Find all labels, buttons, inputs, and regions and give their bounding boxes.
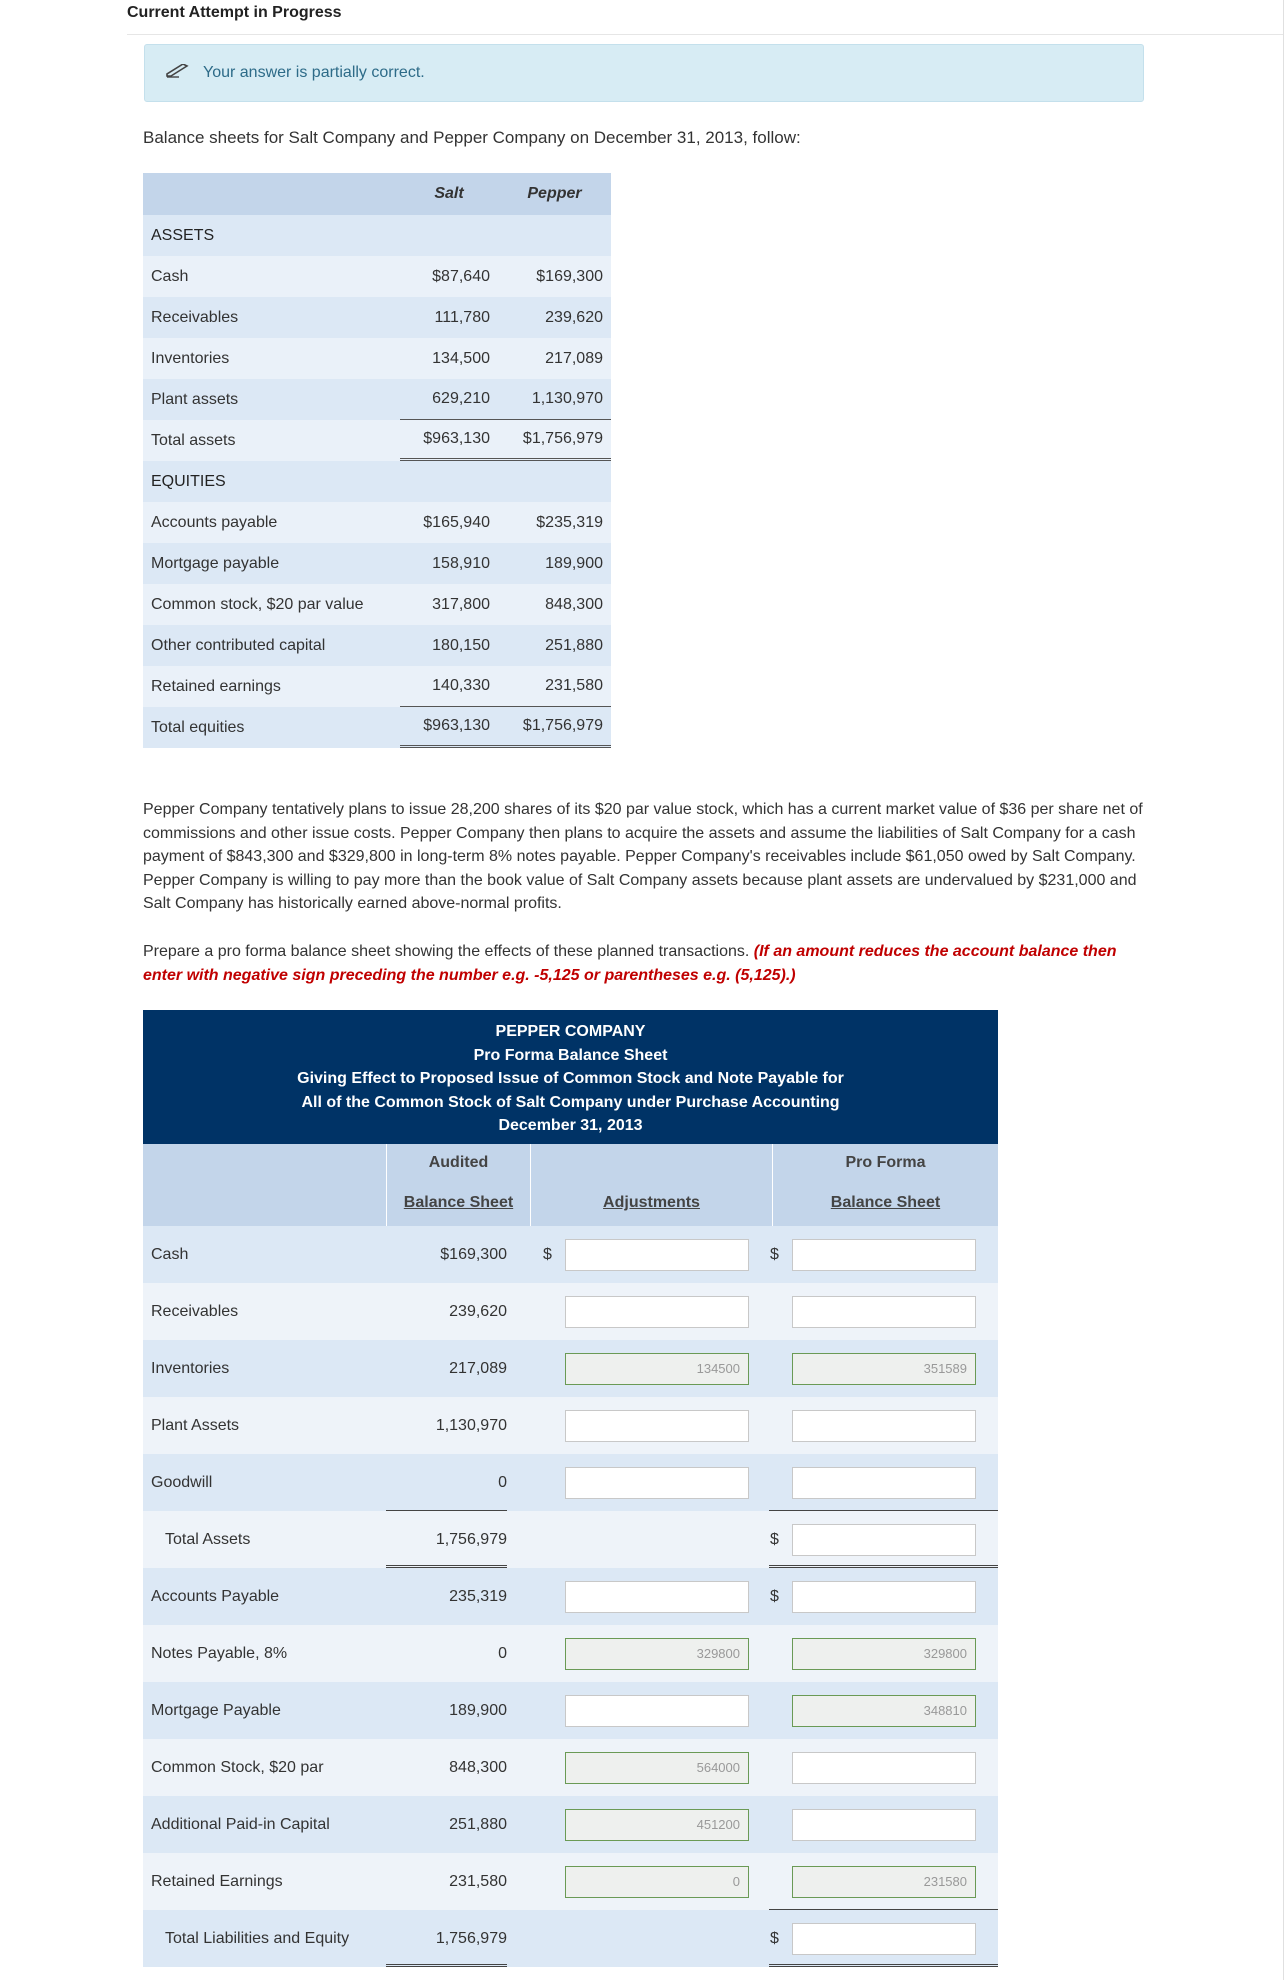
row-label: Inventories (151, 349, 230, 367)
pro-forma-row (143, 1568, 998, 1625)
pepper-value: 189,900 (545, 554, 603, 572)
instruction-note: (If an amount reduces the account balance then enter with negative sign preceding the number e.g. -5,125 or parentheses e.g. (5,125).) (143, 943, 1117, 984)
pro-forma-row (143, 1397, 998, 1454)
section-row (143, 215, 611, 256)
pepper-value: $169,300 (536, 267, 603, 285)
pro-forma-row (143, 1283, 998, 1340)
adjustment-input[interactable] (565, 1638, 749, 1670)
adjustment-input[interactable] (565, 1296, 749, 1328)
audited-value: 0 (498, 1644, 507, 1662)
column-header-row (143, 1144, 998, 1226)
adjustment-input[interactable] (565, 1353, 749, 1385)
row-label: Receivables (151, 308, 239, 326)
page (127, 0, 1284, 1980)
audited-value: 1,130,970 (435, 1416, 507, 1434)
pro-forma-row (143, 1511, 998, 1568)
salt-value: 134,500 (432, 349, 490, 367)
double-underline (769, 1964, 998, 1967)
table-row (143, 625, 611, 666)
row-label: Total equities (151, 718, 245, 736)
pro-forma-row (143, 1682, 998, 1739)
pro-forma-row (143, 1910, 998, 1967)
pro-forma-input[interactable] (792, 1923, 976, 1955)
audited-value: 251,880 (449, 1815, 507, 1833)
pro-forma-input[interactable] (792, 1239, 976, 1271)
pro-forma-input[interactable] (792, 1866, 976, 1898)
salt-value: 180,150 (432, 636, 490, 654)
pro-forma-input[interactable] (792, 1809, 976, 1841)
pro-forma-input[interactable] (792, 1638, 976, 1670)
salt-value: $165,940 (423, 513, 490, 531)
col-pro-forma-top: Pro Forma (845, 1154, 926, 1171)
adjustment-input[interactable] (565, 1866, 749, 1898)
feedback-message: Your answer is partially correct. (203, 64, 425, 81)
table-row (143, 666, 611, 707)
pro-forma-rows (143, 1226, 998, 1967)
row-label: Notes Payable, 8% (151, 1644, 288, 1662)
row-label: Goodwill (151, 1473, 213, 1491)
statement-subtitle-1: Giving Effect to Proposed Issue of Common Stock and Note Payable for (297, 1070, 844, 1087)
pro-forma-input[interactable] (792, 1581, 976, 1613)
row-label: Inventories (151, 1359, 230, 1377)
audited-value: 848,300 (449, 1758, 507, 1776)
table-row (143, 338, 611, 379)
salt-value: $963,130 (400, 707, 498, 748)
balance-sheet-table (143, 173, 611, 748)
row-label: Total Assets (165, 1530, 251, 1548)
pro-forma-row (143, 1625, 998, 1682)
problem-paragraph: Pepper Company tentatively plans to issue 28,200 shares of its $20 par value stock, which has a current market value of $36 per share net of commissions and other issue costs. Pepper Company then plans to acquire the assets and assume the liabilities of Salt Company for a cash payment of $843,300 and $329,800 in long-term 8% notes payable. Pepper Company's receivables include $61,050 owed by Salt Company. Pepper Company is willing to pay more than the book value of Salt Company assets because plant assets are undervalued by $231,000 and Salt Company has historically earned above-normal profits. (143, 801, 1143, 912)
audited-value: 239,620 (449, 1302, 507, 1320)
row-label: Additional Paid-in Capital (151, 1815, 330, 1833)
row-label: Common Stock, $20 par (151, 1758, 324, 1776)
pepper-value: 231,580 (498, 666, 611, 707)
pepper-value: 239,620 (545, 308, 603, 326)
pro-forma-row (143, 1454, 998, 1511)
table-header-row (143, 173, 611, 215)
pro-forma-row (143, 1796, 998, 1853)
row-label: Other contributed capital (151, 636, 326, 654)
pro-forma-input[interactable] (792, 1353, 976, 1385)
pro-forma-input[interactable] (792, 1524, 976, 1556)
adjustment-input[interactable] (565, 1239, 749, 1271)
table-row (143, 584, 611, 625)
dollar-sign: $ (543, 1245, 552, 1263)
row-label: Mortgage Payable (151, 1701, 281, 1719)
table-row (143, 297, 611, 338)
pro-forma-input[interactable] (792, 1752, 976, 1784)
salt-value: 140,330 (400, 666, 498, 707)
col-adjustments: Adjustments (603, 1194, 700, 1211)
feedback-banner (144, 44, 1144, 102)
pepper-value: $235,319 (536, 513, 603, 531)
pro-forma-input[interactable] (792, 1695, 976, 1727)
dollar-sign: $ (770, 1587, 779, 1605)
pro-forma-input[interactable] (792, 1296, 976, 1328)
salt-value: 317,800 (432, 595, 490, 613)
row-label: Mortgage payable (151, 554, 280, 572)
row-label: Total Liabilities and Equity (165, 1929, 350, 1947)
adjustment-input[interactable] (565, 1809, 749, 1841)
pro-forma-table (143, 1010, 998, 1967)
audited-value: 217,089 (449, 1359, 507, 1377)
pro-forma-header (143, 1010, 998, 1144)
statement-subtitle-2: All of the Common Stock of Salt Company under Purchase Accounting (301, 1093, 840, 1111)
col-audited-top: Audited (428, 1154, 489, 1171)
audited-value: 1,756,979 (435, 1929, 507, 1947)
pro-forma-input[interactable] (792, 1467, 976, 1499)
row-label: Accounts payable (151, 513, 278, 531)
audited-value: 235,319 (449, 1587, 507, 1605)
dollar-sign: $ (770, 1245, 779, 1263)
statement-title: Pro Forma Balance Sheet (473, 1046, 668, 1064)
attempt-title: Current Attempt in Progress (127, 0, 1283, 35)
salt-value: $87,640 (432, 267, 490, 285)
pro-forma-input[interactable] (792, 1410, 976, 1442)
section-row (143, 461, 611, 502)
salt-value: 158,910 (432, 554, 490, 572)
table-row (143, 543, 611, 584)
pencil-icon (165, 64, 191, 83)
adjustment-input[interactable] (565, 1467, 749, 1499)
audited-value: 189,900 (449, 1701, 507, 1719)
instruction (143, 940, 1153, 987)
dollar-sign: $ (770, 1530, 779, 1548)
pepper-value: $1,756,979 (498, 420, 611, 461)
company-name: PEPPER COMPANY (495, 1023, 646, 1040)
row-label: Retained Earnings (151, 1872, 283, 1890)
table-row (143, 256, 611, 297)
row-label: Plant assets (151, 390, 239, 408)
assets-header: ASSETS (151, 226, 215, 244)
intro-text: Balance sheets for Salt Company and Pepper Company on December 31, 2013, follow: (143, 128, 801, 147)
table-row (143, 502, 611, 543)
pepper-value: 251,880 (545, 636, 603, 654)
adjustment-input[interactable] (565, 1752, 749, 1784)
salt-value: 111,780 (434, 308, 490, 326)
audited-value: 231,580 (449, 1872, 507, 1890)
double-underline (386, 1964, 507, 1967)
pro-forma-row (143, 1739, 998, 1796)
pepper-value: $1,756,979 (498, 707, 611, 748)
pro-forma-row (143, 1226, 998, 1283)
salt-value: $963,130 (400, 420, 498, 461)
audited-value: $169,300 (440, 1245, 507, 1263)
table-row (143, 420, 611, 461)
row-label: Common stock, $20 par value (151, 595, 364, 613)
adjustment-input[interactable] (565, 1695, 749, 1727)
row-label: Plant Assets (151, 1416, 240, 1434)
pro-forma-row (143, 1853, 998, 1910)
pepper-value: 1,130,970 (498, 379, 611, 420)
dollar-sign: $ (770, 1929, 779, 1947)
row-label: Retained earnings (151, 677, 281, 695)
pro-forma-row (143, 1340, 998, 1397)
audited-value: 1,756,979 (435, 1530, 507, 1548)
row-label: Accounts Payable (151, 1587, 280, 1605)
col-pepper: Pepper (527, 185, 582, 202)
equities-header: EQUITIES (151, 472, 226, 490)
statement-date: December 31, 2013 (498, 1117, 643, 1134)
row-label: Cash (151, 267, 189, 285)
col-audited-bottom: Balance Sheet (403, 1194, 514, 1211)
col-pro-forma-bottom: Balance Sheet (830, 1194, 941, 1211)
col-salt: Salt (434, 185, 464, 202)
table-row (143, 707, 611, 748)
adjustment-input[interactable] (565, 1581, 749, 1613)
audited-value: 0 (498, 1473, 507, 1491)
row-label: Total assets (151, 431, 236, 449)
row-label: Cash (151, 1245, 189, 1263)
pepper-value: 217,089 (545, 349, 603, 367)
table-row (143, 379, 611, 420)
salt-value: 629,210 (400, 379, 498, 420)
pepper-value: 848,300 (545, 595, 603, 613)
row-label: Receivables (151, 1302, 239, 1320)
instruction-text: Prepare a pro forma balance sheet showing the effects of these planned transactions. (143, 943, 750, 960)
adjustment-input[interactable] (565, 1410, 749, 1442)
